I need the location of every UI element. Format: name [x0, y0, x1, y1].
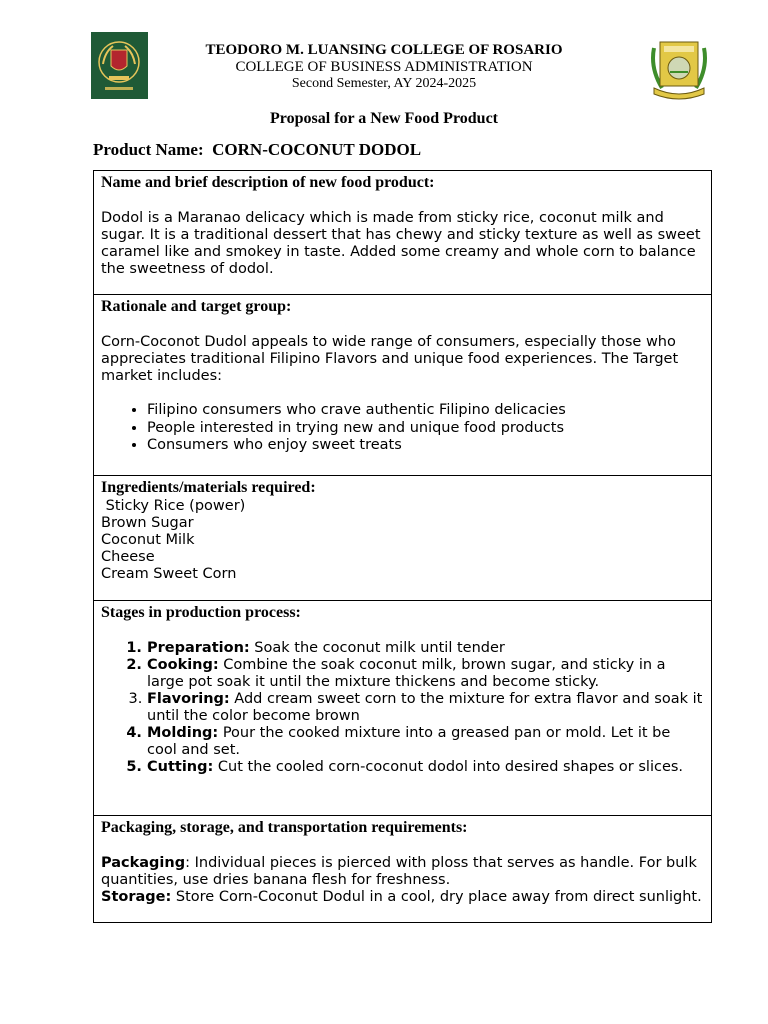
- storage-label: Storage:: [101, 889, 172, 905]
- ingredients-section: [94, 476, 712, 601]
- storage-paragraph: [101, 889, 704, 906]
- document-header: [150, 42, 618, 92]
- rationale-section: [94, 295, 712, 476]
- list-item: [147, 725, 704, 759]
- ingredient-item: Cheese: [101, 549, 155, 565]
- target-market-list: [101, 402, 704, 455]
- list-item: • Filipino consumers who crave authentic Filipino delicacies: [147, 402, 704, 420]
- list-item: [147, 691, 704, 725]
- list-item: • Consumers who enjoy sweet treats: [147, 437, 704, 455]
- ingredients-heading: Ingredients/materials required:: [101, 479, 316, 496]
- packaging-text: : Individual pieces is pierced with ploss that serves as handle. For bulk quantities, use dries banana flesh for freshness.: [101, 855, 697, 888]
- list-item: [147, 640, 704, 657]
- packaging-paragraph: [101, 855, 704, 889]
- ingredient-item: Coconut Milk: [101, 532, 195, 548]
- list-item: [147, 759, 704, 776]
- crest-icon: [91, 32, 148, 99]
- college-name: TEODORO M. LUANSING COLLEGE OF ROSARIO: [205, 42, 563, 58]
- department-name: COLLEGE OF BUSINESS ADMINISTRATION: [235, 59, 533, 75]
- description-text: Dodol is a Maranao delicacy which is made from sticky rice, coconut milk and sugar. It is a traditional dessert that has chewy and sticky texture as well as sweet caramel like and smokey in taste. Added some creamy and whole corn to balance the sweetness of dodol.: [101, 210, 701, 277]
- packaging-heading: Packaging, storage, and transportation requirements:: [101, 819, 468, 836]
- document-title: Proposal for a New Food Product: [270, 110, 498, 127]
- stages-section: [94, 601, 712, 816]
- stage-label: Preparation:: [147, 640, 250, 656]
- stage-text: Soak the coconut milk until tender: [249, 640, 505, 656]
- stage-label: Flavoring:: [147, 691, 230, 707]
- rationale-text: Corn-Coconot Dudol appeals to wide range of consumers, especially those who appreciates traditional Filipino Flavors and unique food experiences. The Target market includes:: [101, 334, 679, 384]
- seal-icon: [648, 38, 710, 100]
- product-name-line: [93, 140, 421, 160]
- product-name-value: CORN-COCONUT DODOL: [212, 140, 422, 159]
- ingredient-item: Brown Sugar: [101, 515, 194, 531]
- college-logo-left: [91, 32, 148, 99]
- packaging-label: Packaging: [101, 855, 186, 871]
- rationale-heading: Rationale and target group:: [101, 298, 292, 315]
- description-heading: Name and brief description of new food product:: [101, 174, 435, 191]
- stages-heading: Stages in production process:: [101, 604, 301, 621]
- college-logo-right: [648, 38, 710, 100]
- stage-text: Pour the cooked mixture into a greased pan or mold. Let it be cool and set.: [147, 725, 671, 758]
- list-item: [147, 657, 704, 691]
- stages-list: [101, 640, 704, 776]
- list-item: • People interested in trying new and unique food products: [147, 420, 704, 438]
- packaging-section: [94, 816, 712, 923]
- stage-label: Cutting:: [147, 759, 214, 775]
- stage-text: Combine the soak coconut milk, brown sugar, and sticky in a large pot soak it until the mixture thickens and become sticky.: [147, 657, 666, 690]
- stage-label: Molding:: [147, 725, 219, 741]
- stage-text: Cut the cooled corn-coconut dodol into desired shapes or slices.: [213, 759, 684, 775]
- proposal-table: [93, 170, 712, 923]
- stage-text: Add cream sweet corn to the mixture for extra flavor and soak it until the color become brown: [147, 691, 703, 724]
- ingredient-item: Sticky Rice (power): [101, 498, 246, 514]
- product-name-label: Product Name:: [93, 140, 204, 159]
- stage-label: Cooking:: [147, 657, 219, 673]
- ingredient-item: Cream Sweet Corn: [101, 566, 237, 582]
- semester-line: Second Semester, AY 2024-2025: [291, 76, 477, 91]
- description-section: [94, 171, 712, 295]
- storage-text: Store Corn-Coconut Dodul in a cool, dry place away from direct sunlight.: [171, 889, 702, 905]
